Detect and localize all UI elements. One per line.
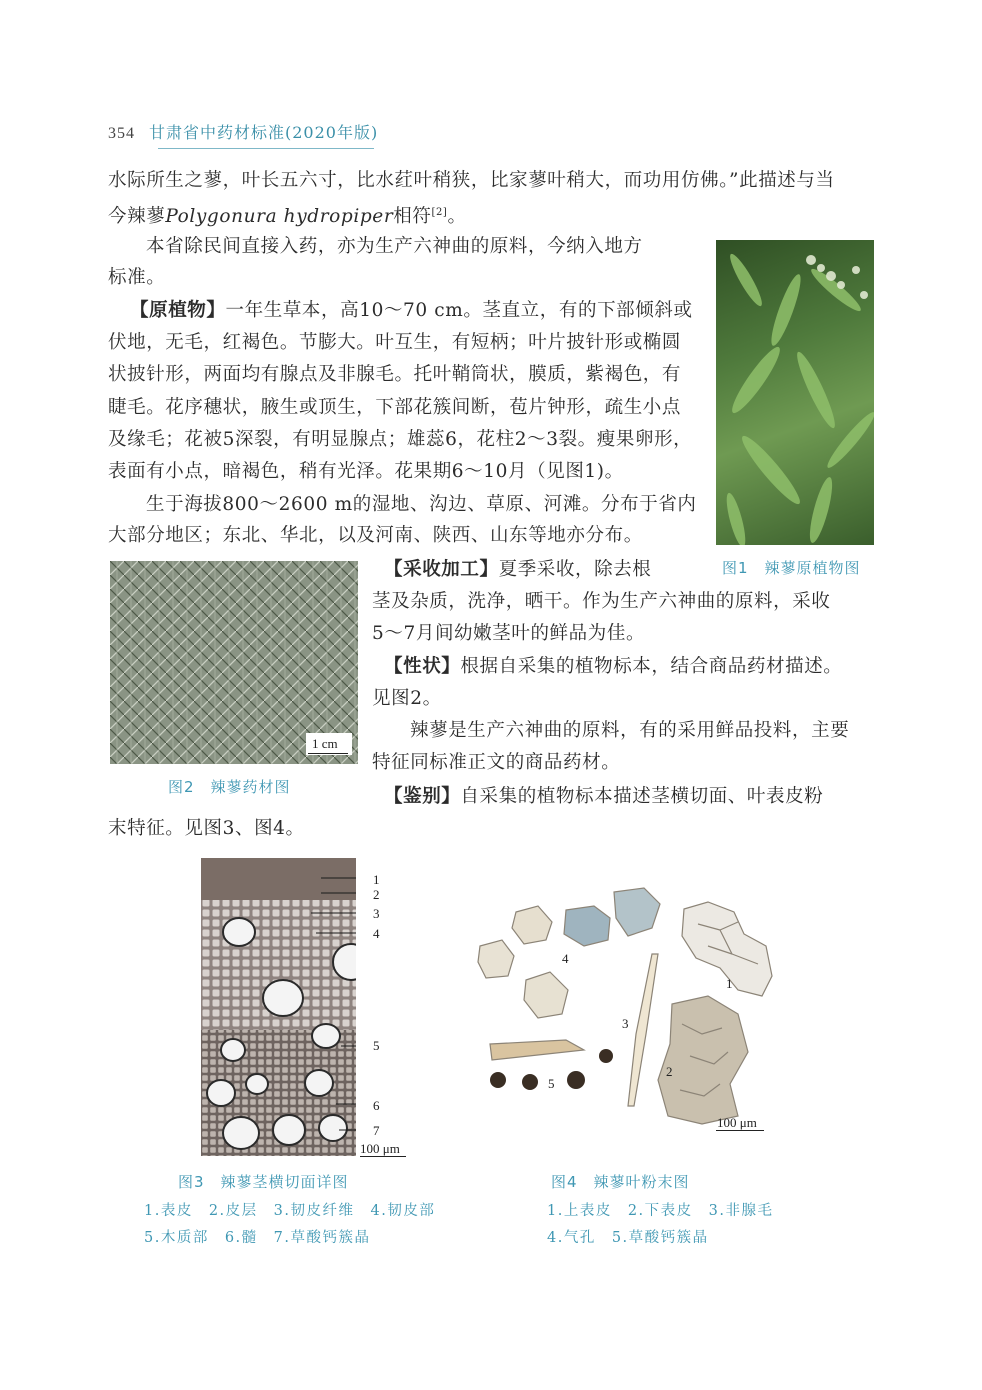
- ident-text-1: 自采集的植物标本描述茎横切面、叶表皮粉: [460, 786, 824, 807]
- figure-4-scale-bar: [716, 1130, 764, 1131]
- intro-end: 。: [447, 206, 467, 228]
- fig4-label-5: 5: [548, 1076, 555, 1091]
- note-line-2: 特征同标准正文的商品药材。: [372, 752, 621, 773]
- character-line-1: [384, 652, 842, 682]
- page-number: 354: [108, 125, 135, 142]
- section-title-harvest: 【采收加工】: [384, 559, 499, 580]
- plant-line-1: [130, 296, 693, 326]
- fig3-label-1: 1: [373, 872, 380, 887]
- note-line-1: 辣蓼是生产六神曲的原料，有的采用鲜品投料，主要: [410, 720, 850, 741]
- figure-3-legend-2: 5.木质部 6.髓 7.草酸钙簇晶: [144, 1230, 371, 1246]
- incl-line-2: 标准。: [108, 267, 166, 288]
- plant-text-1: 一年生草本，高10～70 cm。茎直立，有的下部倾斜或: [225, 300, 693, 321]
- intro-line-1: 水际所生之蓼，叶长五六寸，比水荭叶稍狭，比家蓼叶稍大，而功用仿佛。”此描述与当: [108, 170, 835, 191]
- habitat-line-2: 大部分地区；东北、华北，以及河南、陕西、山东等地亦分布。: [108, 525, 643, 546]
- fig4-label-2: 2: [666, 1064, 673, 1079]
- figure-3-caption: 图3 辣蓼茎横切面详图: [178, 1173, 349, 1191]
- plant-leaves-illustration: [716, 240, 874, 545]
- figure-1-caption: 图1 辣蓼原植物图: [722, 559, 861, 577]
- figure-3-scale: 100 μm: [360, 1141, 400, 1156]
- dried-herb-illustration: [110, 561, 358, 764]
- intro-text-post: 相符: [393, 206, 432, 228]
- intro-line-2: [108, 198, 467, 232]
- section-title-plant: 【原植物】: [130, 300, 226, 321]
- book-title: 甘肃省中药材标准(2020年版): [149, 123, 379, 142]
- character-line-2: 见图2。: [372, 688, 442, 709]
- figure-4-legend-1: 1.上表皮 2.下表皮 3.非腺毛: [547, 1203, 774, 1219]
- harvest-line-2: 茎及杂质，洗净，晒干。作为生产六神曲的原料，采收: [372, 591, 831, 612]
- section-title-character: 【性状】: [384, 656, 461, 677]
- figure-1-photo: [716, 240, 874, 545]
- leaf-powder-illustration: [476, 884, 786, 1134]
- harvest-line-1: [384, 555, 651, 585]
- fig3-label-2: 2: [373, 887, 380, 902]
- figure-3-photo: [201, 858, 356, 1156]
- section-title-ident: 【鉴别】: [384, 786, 461, 807]
- figure-3-legend-1: 1.表皮 2.皮层 3.韧皮纤维 4.韧皮部: [144, 1203, 436, 1219]
- plant-line-5: 及缘毛；花被5深裂，有明显腺点；雄蕊6，花柱2～3裂。瘦果卵形，: [108, 429, 693, 450]
- figure-4-caption: 图4 辣蓼叶粉末图: [551, 1173, 690, 1191]
- fig3-label-6: 6: [373, 1098, 380, 1113]
- incl-line-1: 本省除民间直接入药，亦为生产六神曲的原料，今纳入地方: [146, 236, 643, 257]
- ident-line-2: 末特征。见图3、图4。: [108, 818, 305, 839]
- harvest-text-1: 夏季采收，除去根: [498, 559, 652, 580]
- plant-line-4: 睫毛。花序穗状，腋生或顶生，下部花簇间断，苞片钟形，疏生小点: [108, 397, 682, 418]
- plant-line-6: 表面有小点，暗褐色，稍有光泽。花果期6～10月（见图1)。: [108, 461, 624, 482]
- harvest-line-3: 5～7月间幼嫩茎叶的鲜品为佳。: [372, 623, 646, 644]
- fig3-label-4: 4: [373, 926, 380, 941]
- fig3-label-3: 3: [373, 906, 380, 921]
- fig3-label-7: 7: [373, 1123, 380, 1138]
- habitat-line-1: 生于海拔800～2600 m的湿地、沟边、草原、河滩。分布于省内: [146, 494, 697, 515]
- figure-4-illustration: [476, 884, 786, 1134]
- running-header: [108, 120, 378, 143]
- plant-line-2: 伏地，无毛，红褐色。节膨大。叶互生，有短柄；叶片披针形或椭圆: [108, 332, 682, 353]
- plant-line-3: 状披针形，两面均有腺点及非腺毛。托叶鞘筒状，膜质，紫褐色，有: [108, 364, 682, 385]
- reference-mark: [2]: [431, 207, 448, 218]
- stem-section-illustration: [201, 858, 356, 1156]
- ident-line-1: [384, 782, 823, 812]
- character-text-1: 根据自采集的植物标本，结合商品药材描述。: [460, 656, 843, 677]
- figure-2-photo: [110, 561, 358, 764]
- figure-4-scale: 100 μm: [717, 1115, 757, 1130]
- figure-2-scale-bar: [308, 753, 348, 754]
- figure-3-scale-bar: [360, 1156, 406, 1157]
- intro-text: 今辣蓼: [108, 206, 166, 228]
- figure-2-scale: 1 cm: [312, 736, 338, 751]
- fig3-label-5: 5: [373, 1038, 380, 1053]
- figure-2-caption: 图2 辣蓼药材图: [168, 778, 291, 796]
- figure-4-legend-2: 4.气孔 5.草酸钙簇晶: [547, 1230, 709, 1246]
- fig4-label-4: 4: [562, 951, 569, 966]
- fig4-label-3: 3: [622, 1016, 629, 1031]
- header-rule: [158, 148, 374, 149]
- latin-name: Polygonura hydropiper: [165, 206, 394, 228]
- fig4-label-1: 1: [726, 976, 733, 991]
